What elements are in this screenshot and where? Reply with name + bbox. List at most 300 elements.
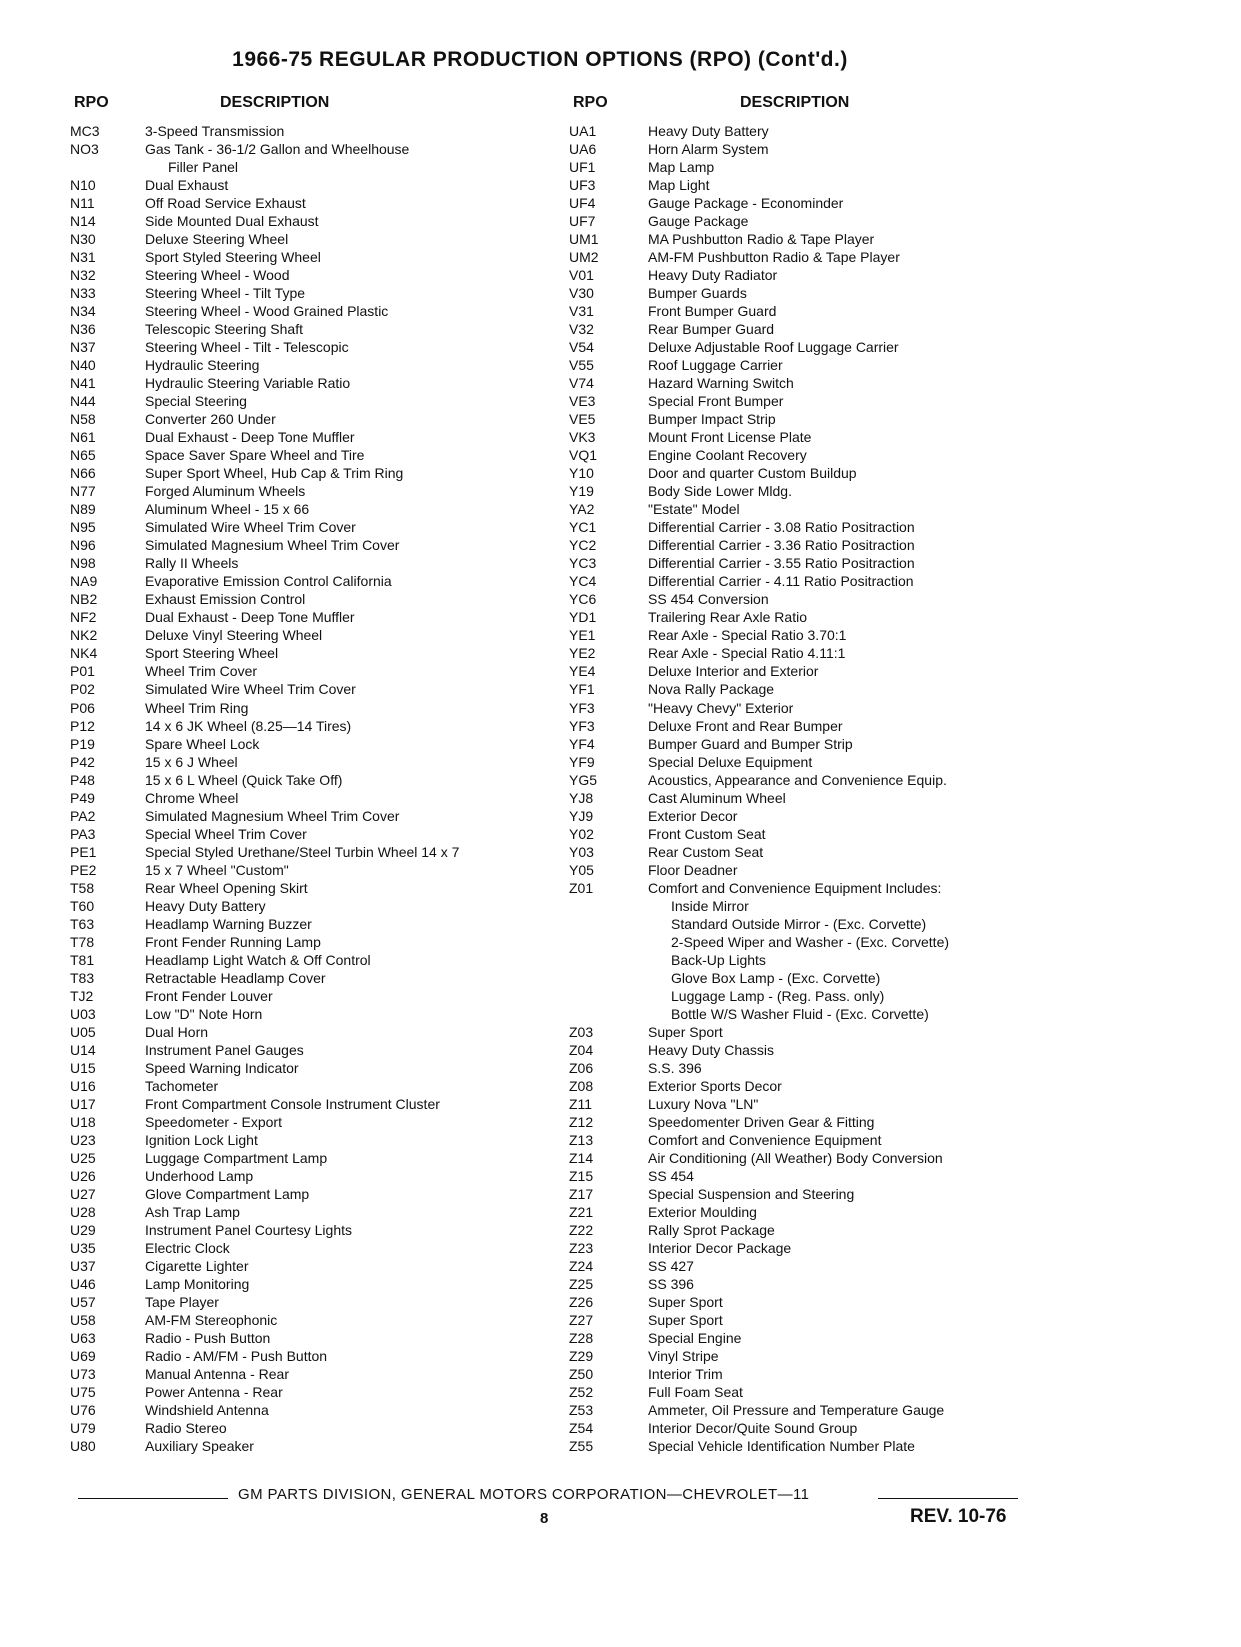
option-description: Space Saver Spare Wheel and Tire — [145, 447, 365, 464]
rpo-code: YC6 — [569, 591, 597, 608]
option-row — [565, 735, 1025, 753]
option-description: Aluminum Wheel - 15 x 66 — [145, 501, 310, 518]
option-description: Rear Axle - Special Ratio 3.70:1 — [648, 627, 847, 644]
option-row — [565, 951, 1025, 969]
rpo-code: Z06 — [569, 1059, 594, 1076]
option-description: Full Foam Seat — [648, 1384, 743, 1401]
rpo-code: Y02 — [569, 825, 594, 842]
option-row — [565, 1383, 1025, 1401]
option-description: Sport Styled Steering Wheel — [145, 249, 321, 266]
option-description: Rear Custom Seat — [648, 843, 764, 860]
column-header — [565, 94, 1025, 122]
option-description: Special Front Bumper — [648, 393, 784, 410]
rpo-code: Z22 — [569, 1221, 594, 1238]
option-description: Filler Panel — [168, 159, 239, 176]
option-description: Super Sport — [648, 1294, 723, 1311]
rpo-code: N30 — [70, 231, 96, 248]
option-description: Air Conditioning (All Weather) Body Conversion — [648, 1149, 943, 1166]
option-row — [565, 176, 1025, 194]
option-row — [565, 717, 1025, 735]
option-row — [565, 680, 1025, 698]
option-description: Deluxe Steering Wheel — [145, 231, 289, 248]
option-row — [66, 987, 566, 1005]
option-description: Rally Sprot Package — [648, 1221, 775, 1238]
option-row — [66, 1149, 566, 1167]
option-description: Hydraulic Steering — [145, 357, 260, 374]
page-title: 1966-75 REGULAR PRODUCTION OPTIONS (RPO) (Cont'd.) — [232, 48, 848, 71]
rpo-code: NK2 — [70, 627, 98, 644]
rpo-code: U17 — [70, 1095, 96, 1112]
option-description: Bumper Guard and Bumper Strip — [648, 735, 853, 752]
option-row — [66, 662, 566, 680]
option-row — [565, 771, 1025, 789]
rpo-code: Z04 — [569, 1041, 594, 1058]
option-description: Front Compartment Console Instrument Cluster — [145, 1095, 440, 1112]
option-description: 15 x 7 Wheel "Custom" — [145, 861, 289, 878]
rpo-header: RPO — [573, 94, 608, 111]
rpo-code: Z13 — [569, 1131, 594, 1148]
option-row — [66, 464, 566, 482]
rpo-code: P42 — [70, 753, 95, 770]
rpo-code: N41 — [70, 375, 96, 392]
rpo-code: T63 — [70, 915, 95, 932]
rpo-code: Z01 — [569, 879, 594, 896]
option-row — [565, 1005, 1025, 1023]
option-description: "Estate" Model — [648, 501, 740, 518]
option-description: Sport Steering Wheel — [145, 645, 279, 662]
option-row — [565, 1437, 1025, 1455]
option-row — [565, 392, 1025, 410]
option-row — [66, 789, 566, 807]
option-description: Floor Deadner — [648, 861, 738, 878]
option-description: Interior Decor Package — [648, 1239, 792, 1256]
option-row — [66, 753, 566, 771]
option-row — [66, 212, 566, 230]
footer-rule-right — [878, 1498, 1018, 1499]
option-row — [565, 1257, 1025, 1275]
option-row — [66, 1203, 566, 1221]
rpo-code: N34 — [70, 303, 96, 320]
option-description: Special Vehicle Identification Number Plate — [648, 1438, 915, 1455]
options-column-left — [66, 94, 566, 1455]
rpo-code: Y19 — [569, 483, 594, 500]
option-row — [565, 644, 1025, 662]
option-row — [565, 122, 1025, 140]
rpo-code: T60 — [70, 897, 95, 914]
rpo-code: Z29 — [569, 1348, 594, 1365]
option-row — [66, 194, 566, 212]
option-description: Super Sport — [648, 1312, 723, 1329]
rpo-code: T78 — [70, 933, 95, 950]
rpo-code: N40 — [70, 357, 96, 374]
option-row — [565, 1347, 1025, 1365]
option-description: Retractable Headlamp Cover — [145, 969, 326, 986]
rpo-code: PA2 — [70, 807, 96, 824]
rpo-code: YA2 — [569, 501, 595, 518]
option-row — [66, 302, 566, 320]
option-description: Radio Stereo — [145, 1420, 227, 1437]
option-description: Exterior Sports Decor — [648, 1077, 782, 1094]
rpo-code: U27 — [70, 1185, 96, 1202]
rpo-code: Y05 — [569, 861, 594, 878]
rpo-code: U58 — [70, 1312, 96, 1329]
rpo-code: UM2 — [569, 249, 599, 266]
option-description: S.S. 396 — [648, 1059, 702, 1076]
option-description: Radio - Push Button — [145, 1330, 271, 1347]
option-row — [565, 320, 1025, 338]
option-row — [565, 1401, 1025, 1419]
option-row — [565, 212, 1025, 230]
rpo-code: Z23 — [569, 1239, 594, 1256]
option-description: Luggage Compartment Lamp — [145, 1149, 328, 1166]
option-description: Side Mounted Dual Exhaust — [145, 213, 319, 230]
rpo-code: Z52 — [569, 1384, 594, 1401]
option-row — [565, 518, 1025, 536]
option-row — [66, 248, 566, 266]
option-row — [66, 1041, 566, 1059]
rpo-code: U18 — [70, 1113, 96, 1130]
option-description: SS 454 Conversion — [648, 591, 769, 608]
option-row — [565, 1221, 1025, 1239]
option-description: Dual Exhaust - Deep Tone Muffler — [145, 609, 355, 626]
option-row — [66, 1167, 566, 1185]
rpo-code: YD1 — [569, 609, 597, 626]
option-description: MA Pushbutton Radio & Tape Player — [648, 231, 875, 248]
option-description: Special Styled Urethane/Steel Turbin Wheel 14 x 7 — [145, 843, 460, 860]
option-row — [66, 536, 566, 554]
option-row — [565, 1293, 1025, 1311]
option-description: Simulated Wire Wheel Trim Cover — [145, 681, 356, 698]
option-row — [565, 590, 1025, 608]
option-description: Converter 260 Under — [145, 411, 276, 428]
option-description: Comfort and Convenience Equipment Includes: — [648, 879, 942, 896]
rpo-code: V54 — [569, 339, 594, 356]
option-row — [565, 897, 1025, 915]
option-description: Gauge Package - Econominder — [648, 195, 844, 212]
rpo-code: U26 — [70, 1167, 96, 1184]
option-description: Bottle W/S Washer Fluid - (Exc. Corvette) — [671, 1005, 929, 1022]
option-description: 3-Speed Transmission — [145, 123, 285, 139]
rpo-code: P06 — [70, 699, 95, 716]
option-description: Differential Carrier - 3.08 Ratio Positraction — [648, 519, 915, 536]
option-description: Door and quarter Custom Buildup — [648, 465, 857, 482]
option-description: Standard Outside Mirror - (Exc. Corvette) — [671, 915, 927, 932]
rpo-code: U05 — [70, 1023, 96, 1040]
option-description: Hazard Warning Switch — [648, 375, 794, 392]
option-row — [66, 717, 566, 735]
rpo-code: YC2 — [569, 537, 597, 554]
rpo-code: UA6 — [569, 141, 597, 158]
option-description: Inside Mirror — [671, 897, 749, 914]
rpo-code: Z14 — [569, 1149, 594, 1166]
option-row — [66, 699, 566, 717]
option-description: Super Sport Wheel, Hub Cap & Trim Ring — [145, 465, 404, 482]
option-description: Forged Aluminum Wheels — [145, 483, 306, 500]
option-description: Map Lamp — [648, 159, 715, 176]
rpo-code: Z21 — [569, 1203, 594, 1220]
rpo-code: VK3 — [569, 429, 596, 446]
option-row — [565, 1329, 1025, 1347]
option-description: Interior Decor/Quite Sound Group — [648, 1420, 858, 1437]
option-row — [565, 158, 1025, 176]
option-row — [66, 518, 566, 536]
option-row — [66, 807, 566, 825]
rpo-code: T81 — [70, 951, 95, 968]
option-description: Heavy Duty Radiator — [648, 267, 778, 284]
option-row — [565, 1095, 1025, 1113]
rpo-code: U76 — [70, 1402, 96, 1419]
rpo-code: N44 — [70, 393, 96, 410]
rpo-code: U16 — [70, 1077, 96, 1094]
option-row — [66, 230, 566, 248]
option-description: Roof Luggage Carrier — [648, 357, 783, 374]
rpo-code: T58 — [70, 879, 95, 896]
option-description: Exhaust Emission Control — [145, 591, 306, 608]
option-description: Dual Exhaust - Deep Tone Muffler — [145, 429, 355, 446]
rpo-code: YF3 — [569, 717, 595, 734]
option-description: Wheel Trim Ring — [145, 699, 249, 716]
rpo-code: UA1 — [569, 123, 597, 139]
option-row — [565, 1185, 1025, 1203]
option-row — [565, 140, 1025, 158]
column-header — [66, 94, 566, 122]
option-description: Cast Aluminum Wheel — [648, 789, 786, 806]
option-row — [66, 1221, 566, 1239]
option-row — [565, 1149, 1025, 1167]
option-row — [66, 428, 566, 446]
option-description: Trailering Rear Axle Ratio — [648, 609, 807, 626]
option-description: Deluxe Adjustable Roof Luggage Carrier — [648, 339, 899, 356]
rpo-code: Z28 — [569, 1330, 594, 1347]
rpo-code: NF2 — [70, 609, 97, 626]
rpo-code: U63 — [70, 1330, 96, 1347]
option-description: Ammeter, Oil Pressure and Temperature Gauge — [648, 1402, 945, 1419]
option-row — [66, 644, 566, 662]
option-row — [66, 608, 566, 626]
option-row — [66, 1275, 566, 1293]
option-row — [565, 933, 1025, 951]
rpo-code: U28 — [70, 1203, 96, 1220]
option-description: Steering Wheel - Wood — [145, 267, 290, 284]
rpo-header: RPO — [74, 94, 109, 111]
option-row — [565, 1275, 1025, 1293]
option-description: Gas Tank - 36-1/2 Gallon and Wheelhouse — [145, 141, 410, 158]
option-description: Special Suspension and Steering — [648, 1185, 855, 1202]
option-description: Dual Exhaust — [145, 177, 229, 194]
option-row — [66, 1185, 566, 1203]
option-description: Speedomenter Driven Gear & Fitting — [648, 1113, 875, 1130]
option-row — [66, 626, 566, 644]
option-row — [565, 879, 1025, 897]
option-description: Rally II Wheels — [145, 555, 239, 572]
option-row — [565, 807, 1025, 825]
option-description: Speed Warning Indicator — [145, 1059, 299, 1076]
rpo-code: UF1 — [569, 159, 596, 176]
rpo-code: Y10 — [569, 465, 594, 482]
rpo-code: N65 — [70, 447, 96, 464]
option-description: Front Fender Running Lamp — [145, 933, 321, 950]
rpo-code: PE1 — [70, 843, 97, 860]
rpo-code: U35 — [70, 1239, 96, 1256]
option-description: Steering Wheel - Tilt - Telescopic — [145, 339, 349, 356]
rpo-code: Z17 — [569, 1185, 594, 1202]
rpo-code: UF4 — [569, 195, 596, 212]
rpo-code: V74 — [569, 375, 594, 392]
option-description: Auxiliary Speaker — [145, 1438, 254, 1455]
option-row — [66, 897, 566, 915]
rpo-code: N66 — [70, 465, 96, 482]
option-row — [565, 230, 1025, 248]
rpo-code: U23 — [70, 1131, 96, 1148]
option-description: Differential Carrier - 4.11 Ratio Positraction — [648, 573, 914, 590]
option-description: Steering Wheel - Tilt Type — [145, 285, 306, 302]
option-row — [66, 1437, 566, 1455]
rpo-code: U37 — [70, 1257, 96, 1274]
option-description: Wheel Trim Cover — [145, 663, 258, 680]
option-description: Vinyl Stripe — [648, 1348, 719, 1365]
options-column-right — [565, 94, 1025, 1455]
option-row — [66, 735, 566, 753]
rpo-code: V30 — [569, 285, 594, 302]
option-row — [66, 140, 566, 158]
option-description: Low "D" Note Horn — [145, 1005, 263, 1022]
option-description: Instrument Panel Courtesy Lights — [145, 1221, 352, 1238]
rpo-code: P48 — [70, 771, 95, 788]
rpo-code: UF3 — [569, 177, 596, 194]
rpo-code: Z54 — [569, 1420, 594, 1437]
rpo-code: U79 — [70, 1420, 96, 1437]
rpo-code: PA3 — [70, 825, 96, 842]
rpo-code: VE5 — [569, 411, 596, 428]
option-description: Rear Axle - Special Ratio 4.11:1 — [648, 645, 846, 662]
option-row — [66, 1311, 566, 1329]
option-description: Radio - AM/FM - Push Button — [145, 1348, 328, 1365]
rpo-code: MC3 — [70, 123, 100, 139]
option-row — [565, 536, 1025, 554]
rpo-code: N89 — [70, 501, 96, 518]
rpo-code: Z53 — [569, 1402, 594, 1419]
option-row — [565, 428, 1025, 446]
option-row — [66, 356, 566, 374]
option-row — [565, 753, 1025, 771]
option-description: Speedometer - Export — [145, 1113, 282, 1130]
footer-text: GM PARTS DIVISION, GENERAL MOTORS CORPORATION—CHEVROLET—11 — [238, 1486, 810, 1503]
rpo-code: N11 — [70, 195, 95, 212]
rpo-code: U75 — [70, 1384, 96, 1401]
rpo-code: YJ9 — [569, 807, 594, 824]
option-description: Power Antenna - Rear — [145, 1384, 283, 1401]
option-description: Special Wheel Trim Cover — [145, 825, 307, 842]
rpo-code: U57 — [70, 1294, 96, 1311]
page-number: 8 — [540, 1510, 549, 1527]
rpo-code: Z03 — [569, 1023, 594, 1040]
rpo-code: NK4 — [70, 645, 98, 662]
option-description: Map Light — [648, 177, 710, 194]
option-description: Mount Front License Plate — [648, 429, 812, 446]
option-description: Telescopic Steering Shaft — [145, 321, 303, 338]
rpo-code: N61 — [70, 429, 96, 446]
rpo-code: N96 — [70, 537, 96, 554]
option-row — [565, 194, 1025, 212]
rpo-code: N37 — [70, 339, 96, 356]
rpo-code: YG5 — [569, 771, 598, 788]
option-row — [565, 969, 1025, 987]
rpo-code: P02 — [70, 681, 95, 698]
option-description: Heavy Duty Battery — [648, 123, 769, 139]
rpo-code: N10 — [70, 177, 96, 194]
option-row — [565, 572, 1025, 590]
option-description: Windshield Antenna — [145, 1402, 269, 1419]
rpo-code: V32 — [569, 321, 594, 338]
option-row — [66, 482, 566, 500]
option-description: Glove Compartment Lamp — [145, 1185, 310, 1202]
rpo-code: P01 — [70, 663, 95, 680]
rpo-code: Z12 — [569, 1113, 594, 1130]
option-description: Engine Coolant Recovery — [648, 447, 807, 464]
rpo-code: UF7 — [569, 213, 596, 230]
rpo-code: P49 — [70, 789, 95, 806]
option-row — [66, 861, 566, 879]
rpo-code: N98 — [70, 555, 96, 572]
option-description: Horn Alarm System — [648, 141, 769, 158]
rpo-code: P19 — [70, 735, 95, 752]
option-row — [66, 320, 566, 338]
option-description: Simulated Magnesium Wheel Trim Cover — [145, 807, 400, 824]
option-row — [565, 302, 1025, 320]
rpo-code: Z25 — [569, 1276, 594, 1292]
option-description: Ignition Lock Light — [145, 1131, 258, 1148]
option-row — [66, 554, 566, 572]
option-description: 14 x 6 JK Wheel (8.25—14 Tires) — [145, 717, 352, 734]
option-description: Steering Wheel - Wood Grained Plastic — [145, 303, 389, 320]
option-description: Front Custom Seat — [648, 825, 766, 842]
revision-label: REV. 10-76 — [910, 1506, 1007, 1527]
option-description: Glove Box Lamp - (Exc. Corvette) — [671, 969, 881, 986]
rpo-code: N77 — [70, 483, 96, 500]
option-description: Special Deluxe Equipment — [648, 753, 813, 770]
option-row — [66, 266, 566, 284]
rpo-code: UM1 — [569, 231, 599, 248]
option-row — [565, 266, 1025, 284]
option-row — [66, 572, 566, 590]
rpo-code: U29 — [70, 1221, 96, 1238]
option-description: Comfort and Convenience Equipment — [648, 1131, 882, 1148]
option-row — [66, 771, 566, 789]
option-row — [565, 1131, 1025, 1149]
option-row — [66, 1113, 566, 1131]
option-row — [66, 590, 566, 608]
rpo-code: V01 — [569, 267, 594, 284]
option-description: Tape Player — [145, 1294, 219, 1311]
option-description: Deluxe Front and Rear Bumper — [648, 717, 843, 734]
footer-rule-left — [78, 1498, 228, 1499]
option-row — [565, 284, 1025, 302]
option-row — [66, 1005, 566, 1023]
option-row — [565, 699, 1025, 717]
description-header: DESCRIPTION — [220, 94, 330, 111]
option-description: Differential Carrier - 3.36 Ratio Positraction — [648, 537, 915, 554]
option-description: 15 x 6 J Wheel — [145, 753, 238, 770]
rpo-code: YE2 — [569, 645, 596, 662]
option-row — [66, 446, 566, 464]
option-description: Underhood Lamp — [145, 1167, 254, 1184]
option-description: "Heavy Chevy" Exterior — [648, 699, 794, 716]
rpo-code: YF9 — [569, 753, 595, 770]
rpo-code: U03 — [70, 1005, 96, 1022]
rpo-code: TJ2 — [70, 987, 94, 1004]
rpo-code: VQ1 — [569, 447, 598, 464]
rpo-code: V31 — [569, 303, 594, 320]
